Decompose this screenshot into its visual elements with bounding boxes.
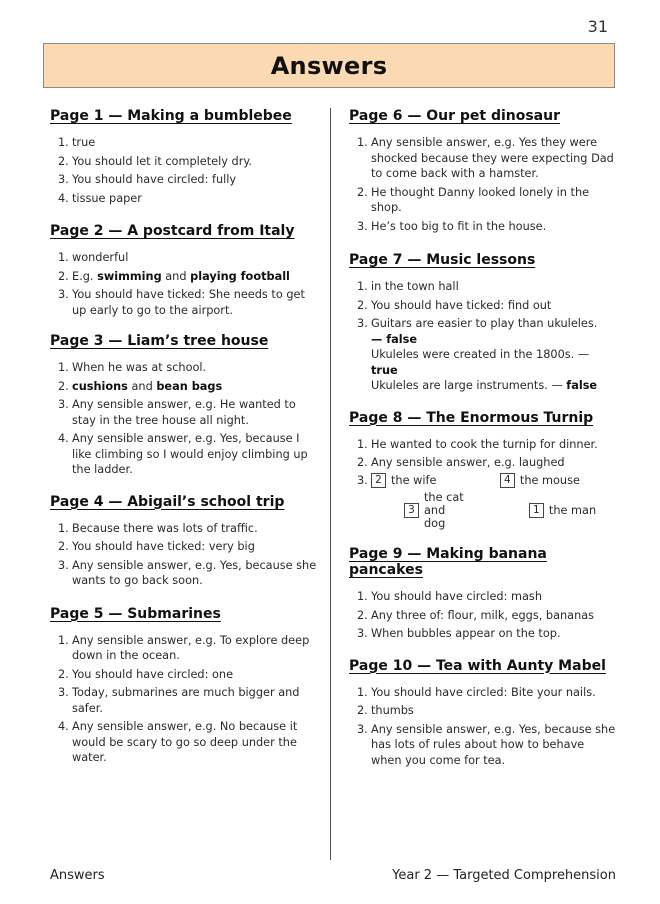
answer-item: 3. You should have circled: fully bbox=[58, 173, 237, 186]
answer-item: 4. tissue paper bbox=[58, 191, 142, 205]
section-heading: Page 10 — Tea with Aunty Mabel bbox=[349, 657, 606, 674]
answer-item: 2. You should let it completely dry. bbox=[58, 154, 253, 168]
answer-item: 1. You should have circled: Bite your nails. bbox=[357, 685, 596, 699]
answer-section-page-7 bbox=[349, 252, 617, 394]
section-heading: Page 9 — Making banana pancakes bbox=[349, 546, 547, 578]
answer-item: 1. wonderful bbox=[58, 251, 129, 264]
order-box-item: 3 the cat and dog bbox=[371, 491, 490, 530]
section-heading: Page 4 — Abigail’s school trip bbox=[50, 493, 285, 510]
answer-item: 3. Any sensible answer, e.g. He wanted to stay in the tree house all night. bbox=[58, 398, 296, 427]
section-heading: Page 3 — Liam’s tree house bbox=[50, 333, 269, 349]
title-banner bbox=[43, 43, 615, 88]
right-column bbox=[349, 108, 617, 771]
answer-item: 3. Any sensible answer, e.g. Yes, because she has lots of rules about how to behave when you come for tea. bbox=[357, 722, 616, 767]
page-number: 31 bbox=[587, 17, 608, 36]
order-box-item: 2 the wife bbox=[371, 473, 490, 489]
answer-section-page-8 bbox=[349, 410, 617, 531]
left-column bbox=[50, 108, 320, 769]
section-heading: Page 7 — Music lessons bbox=[349, 252, 536, 268]
section-heading: Page 8 — The Enormous Turnip bbox=[349, 409, 594, 426]
footer-right: Year 2 — Targeted Comprehension bbox=[392, 868, 616, 883]
answer-item: 2. cushions and bean bags bbox=[58, 379, 223, 393]
answer-item: 4. Any sensible answer, e.g. Yes, because I like climbing so I would enjoy climbing up the ladder. bbox=[58, 432, 308, 476]
answer-item: 2. You should have circled: one bbox=[58, 667, 234, 681]
column-divider bbox=[330, 108, 331, 860]
answer-item: 1. Any sensible answer, e.g. Yes they were shocked because they were expecting Dad to come back with a hamster. bbox=[357, 136, 614, 180]
answer-item: 1. He wanted to cook the turnip for dinner. bbox=[357, 437, 598, 451]
answer-item: 2. Any three of: flour, milk, eggs, bananas bbox=[357, 608, 595, 622]
order-box-item: 4 the mouse bbox=[500, 473, 617, 489]
answer-item: 2. thumbs bbox=[357, 704, 414, 717]
answer-section-page-3 bbox=[50, 333, 320, 478]
answer-item: 1. You should have circled: mash bbox=[357, 590, 542, 603]
answer-section-page-6 bbox=[349, 108, 617, 234]
section-heading: Page 6 — Our pet dinosaur bbox=[349, 108, 560, 124]
answer-item: 3. You should have ticked: She needs to get up early to go to the airport. bbox=[58, 288, 305, 317]
answer-item: 2. You should have ticked: very big bbox=[58, 540, 255, 553]
section-heading: Page 5 — Submarines bbox=[50, 605, 221, 622]
answer-item: 1. true bbox=[58, 136, 96, 149]
answer-item: 3. 2 the wife 4 the mouse 3 the cat and dog 1 the man bbox=[349, 473, 617, 531]
answer-section-page-4 bbox=[50, 494, 320, 589]
answer-item: 4. Any sensible answer, e.g. No because it would be scary to go so deep under the water. bbox=[58, 720, 298, 764]
answer-item: 2. You should have ticked: find out bbox=[357, 298, 552, 312]
answer-item: 2. E.g. swimming and playing football bbox=[58, 269, 290, 283]
section-heading: Page 1 — Making a bumblebee bbox=[50, 108, 292, 124]
turnip-order-grid bbox=[371, 473, 617, 531]
answer-section-page-2 bbox=[50, 223, 320, 318]
footer-left: Answers bbox=[50, 868, 105, 883]
answer-item: 1. When he was at school. bbox=[58, 361, 207, 374]
answer-item: 3. Any sensible answer, e.g. Yes, because she wants to go back soon. bbox=[58, 558, 317, 587]
answer-item: 2. He thought Danny looked lonely in the shop. bbox=[357, 185, 590, 214]
answer-item: 3. Guitars are easier to play than ukuleles. — false Ukuleles were created in the 1800s. — true Ukuleles are large instruments. — false bbox=[357, 317, 598, 392]
answer-item: 3. He’s too big to fit in the house. bbox=[357, 219, 547, 233]
answer-item: 1. Because there was lots of traffic. bbox=[58, 521, 258, 535]
page-title: Answers bbox=[270, 51, 388, 80]
answer-section-page-10 bbox=[349, 658, 617, 769]
answer-item: 3. When bubbles appear on the top. bbox=[357, 627, 561, 640]
answer-item: 2. Any sensible answer, e.g. laughed bbox=[357, 456, 565, 469]
answer-section-page-9 bbox=[349, 546, 617, 642]
order-box-item: 1 the man bbox=[500, 491, 617, 530]
answer-item: 3. Today, submarines are much bigger and safer. bbox=[58, 686, 300, 715]
answer-item: 1. in the town hall bbox=[357, 280, 459, 293]
answer-item: 1. Any sensible answer, e.g. To explore deep down in the ocean. bbox=[58, 633, 310, 662]
answer-section-page-1 bbox=[50, 108, 320, 206]
section-heading: Page 2 — A postcard from Italy bbox=[50, 223, 295, 239]
answer-section-page-5 bbox=[50, 606, 320, 766]
